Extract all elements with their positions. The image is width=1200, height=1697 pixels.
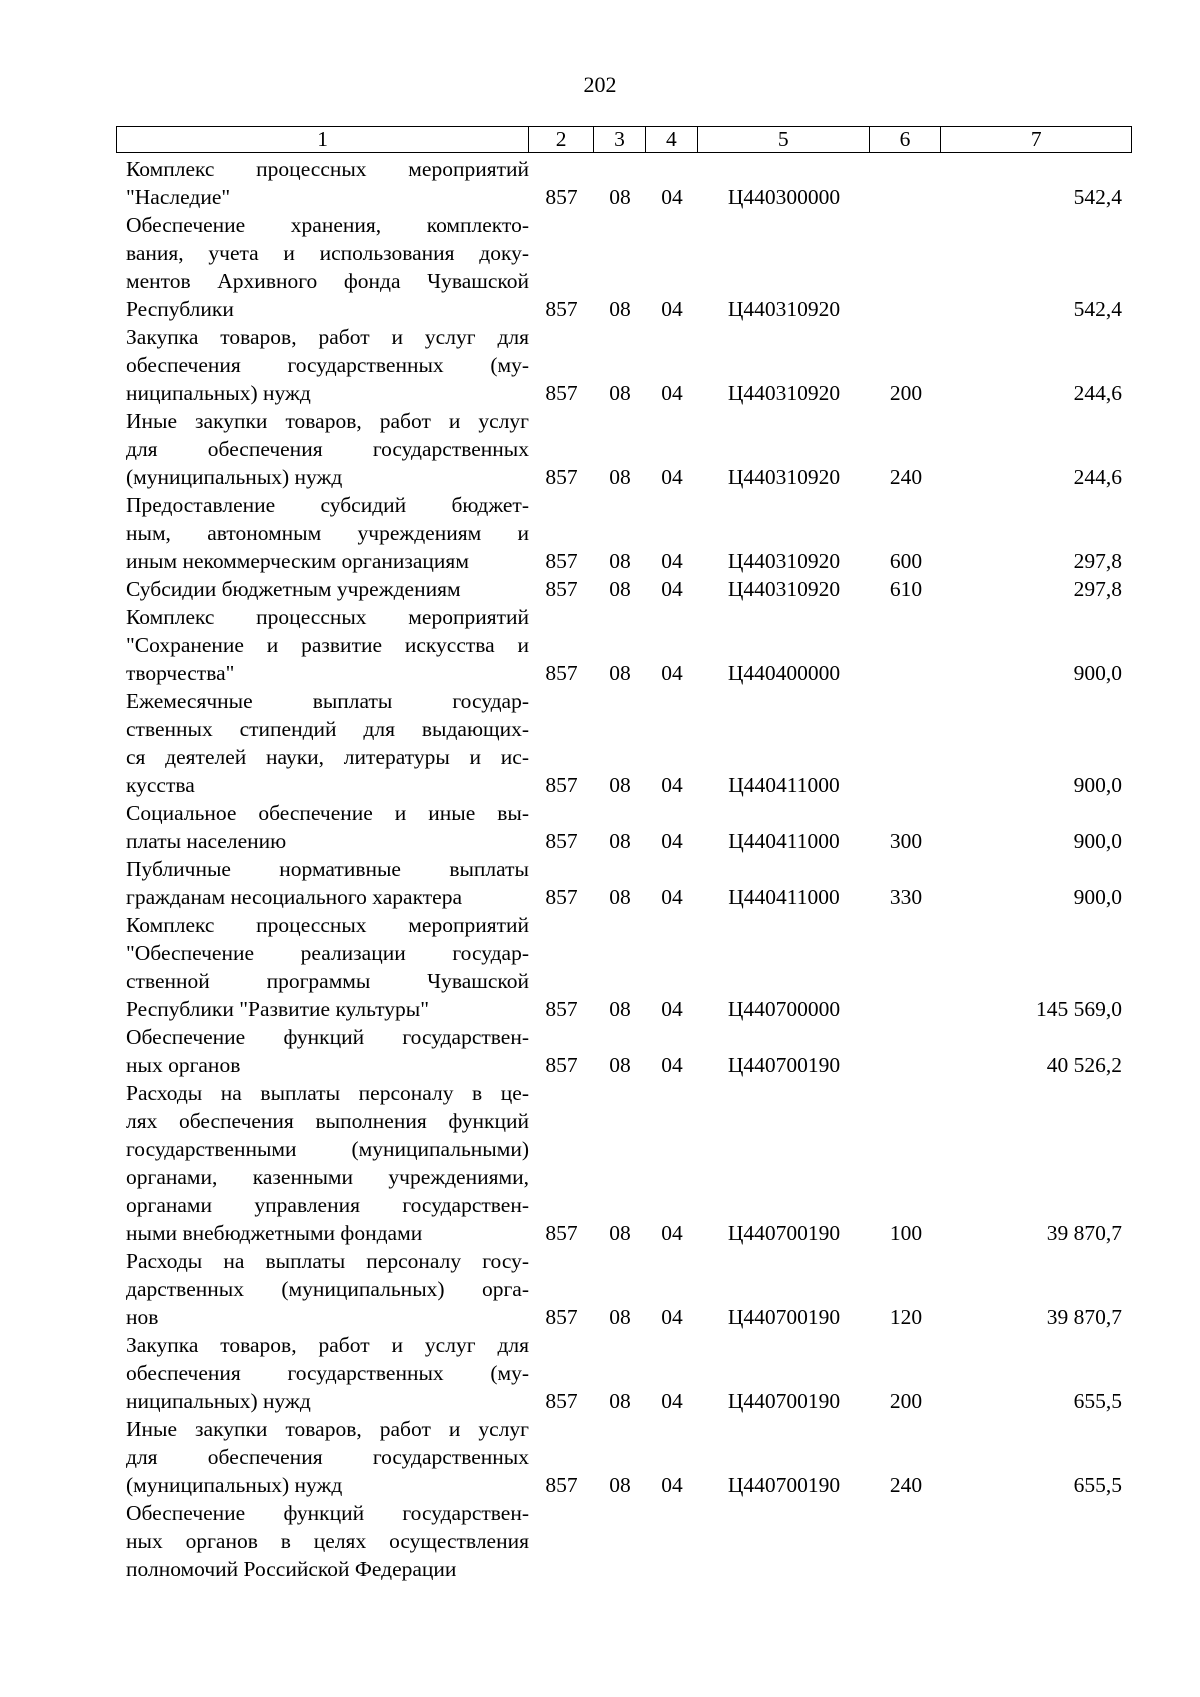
row-description bbox=[116, 911, 529, 1023]
row-c7: 297,8 bbox=[1073, 577, 1122, 601]
description-line: гражданам несоциального характера bbox=[126, 885, 462, 909]
row-c2: 857 bbox=[545, 661, 578, 685]
description-line: "Обеспечение реализации государ- bbox=[126, 941, 529, 965]
row-c3: 08 bbox=[609, 829, 631, 853]
description-line: для обеспечения государственных bbox=[126, 437, 529, 461]
row-description bbox=[116, 687, 529, 799]
description-line: лях обеспечения выполнения функций bbox=[126, 1109, 529, 1133]
description-line: "Сохранение и развитие искусства и bbox=[126, 633, 529, 657]
row-description bbox=[116, 155, 529, 211]
description-line: ных органов bbox=[126, 1053, 241, 1077]
row-description bbox=[116, 491, 529, 575]
row-c4: 04 bbox=[661, 997, 683, 1021]
row-c7: 39 870,7 bbox=[1046, 1221, 1122, 1245]
row-description bbox=[116, 407, 529, 491]
header-col-4: 4 bbox=[646, 127, 698, 152]
row-c6: 330 bbox=[889, 885, 923, 909]
description-line: для обеспечения государственных bbox=[126, 1445, 529, 1469]
row-c3: 08 bbox=[609, 1221, 631, 1245]
row-c5: Ц440300000 bbox=[727, 185, 841, 209]
row-description bbox=[116, 799, 529, 855]
row-c3: 08 bbox=[609, 1305, 631, 1329]
description-line: (муниципальных) нужд bbox=[126, 1473, 343, 1497]
row-c7: 900,0 bbox=[1073, 773, 1122, 797]
row-c5: Ц440310920 bbox=[727, 465, 841, 489]
description-line: Иные закупки товаров, работ и услуг bbox=[126, 1417, 529, 1441]
row-c5: Ц440700190 bbox=[727, 1053, 841, 1077]
row-c2: 857 bbox=[545, 577, 578, 601]
row-c4: 04 bbox=[661, 1305, 683, 1329]
row-c7: 900,0 bbox=[1073, 885, 1122, 909]
row-c4: 04 bbox=[661, 549, 683, 573]
table-row bbox=[116, 1331, 1132, 1415]
header-col-7: 7 bbox=[1030, 127, 1042, 151]
row-c5: Ц440310920 bbox=[727, 549, 841, 573]
row-c7: 244,6 bbox=[1073, 465, 1122, 489]
description-line: государственными (муниципальными) bbox=[126, 1137, 529, 1161]
table-row bbox=[116, 491, 1132, 575]
row-c3: 08 bbox=[609, 185, 631, 209]
row-c7: 244,6 bbox=[1073, 381, 1122, 405]
description-line: Обеспечение функций государствен- bbox=[126, 1501, 529, 1525]
row-c7: 900,0 bbox=[1073, 829, 1122, 853]
table-row bbox=[116, 687, 1132, 799]
row-c5: Ц440411000 bbox=[728, 773, 840, 797]
row-c7: 655,5 bbox=[1073, 1389, 1122, 1413]
description-line: Предоставление субсидий бюджет- bbox=[126, 493, 529, 517]
description-line: полномочий Российской Федерации bbox=[126, 1557, 457, 1581]
row-c2: 857 bbox=[545, 297, 578, 321]
description-line: (муниципальных) нужд bbox=[126, 465, 343, 489]
row-c6: 600 bbox=[889, 549, 923, 573]
row-c6: 200 bbox=[889, 1389, 923, 1413]
row-c4: 04 bbox=[661, 185, 683, 209]
row-c7: 39 870,7 bbox=[1046, 1305, 1122, 1329]
table-row bbox=[116, 1023, 1132, 1079]
row-c5: Ц440411000 bbox=[728, 885, 840, 909]
description-line: ственных стипендий для выдающих- bbox=[126, 717, 529, 741]
description-line: дарственных (муниципальных) орга- bbox=[126, 1277, 529, 1301]
row-c6: 100 bbox=[889, 1221, 923, 1245]
description-line: ся деятелей науки, литературы и ис- bbox=[126, 745, 529, 769]
header-col-3: 3 bbox=[594, 127, 646, 152]
row-c6: 240 bbox=[889, 1473, 923, 1497]
table-row bbox=[116, 1247, 1132, 1331]
row-c3: 08 bbox=[609, 1389, 631, 1413]
description-line: Социальное обеспечение и иные вы- bbox=[126, 801, 529, 825]
row-description bbox=[116, 323, 529, 407]
description-line: Закупка товаров, работ и услуг для bbox=[126, 325, 529, 349]
row-c4: 04 bbox=[661, 829, 683, 853]
table-row bbox=[116, 855, 1132, 911]
row-c5: Ц440700190 bbox=[727, 1389, 841, 1413]
description-line: ниципальных) нужд bbox=[126, 1389, 311, 1413]
description-line: Ежемесячные выплаты государ- bbox=[126, 689, 529, 713]
description-line: "Наследие" bbox=[126, 185, 231, 209]
row-c4: 04 bbox=[661, 773, 683, 797]
row-c2: 857 bbox=[545, 185, 578, 209]
row-c5: Ц440400000 bbox=[727, 661, 841, 685]
description-line: вания, учета и использования доку- bbox=[126, 241, 529, 265]
table-header bbox=[116, 126, 1132, 153]
row-c2: 857 bbox=[545, 773, 578, 797]
row-c7: 900,0 bbox=[1073, 661, 1122, 685]
row-c4: 04 bbox=[661, 1053, 683, 1077]
row-c7: 542,4 bbox=[1073, 185, 1122, 209]
row-c5: Ц440411000 bbox=[728, 829, 840, 853]
row-c2: 857 bbox=[545, 1305, 578, 1329]
table-row bbox=[116, 1415, 1132, 1499]
row-c4: 04 bbox=[661, 465, 683, 489]
row-description bbox=[116, 211, 529, 323]
description-line: Комплекс процессных мероприятий bbox=[126, 157, 529, 181]
description-line: обеспечения государственных (му- bbox=[126, 353, 529, 377]
table-row bbox=[116, 1499, 1132, 1583]
header-col-6: 6 bbox=[870, 127, 942, 152]
description-line: Закупка товаров, работ и услуг для bbox=[126, 1333, 529, 1357]
row-c4: 04 bbox=[661, 577, 683, 601]
description-line: Расходы на выплаты персоналу госу- bbox=[126, 1249, 529, 1273]
description-line: Комплекс процессных мероприятий bbox=[126, 605, 529, 629]
row-c4: 04 bbox=[661, 297, 683, 321]
row-description bbox=[116, 1247, 529, 1331]
description-line: Республики bbox=[126, 297, 234, 321]
description-line: органами, казенными учреждениями, bbox=[126, 1165, 529, 1189]
row-c5: Ц440310920 bbox=[727, 381, 841, 405]
row-c2: 857 bbox=[545, 549, 578, 573]
description-line: кусства bbox=[126, 773, 195, 797]
header-col-5: 5 bbox=[698, 127, 870, 152]
row-description bbox=[116, 603, 529, 687]
description-line: ментов Архивного фонда Чувашской bbox=[126, 269, 529, 293]
row-c7: 40 526,2 bbox=[1046, 1053, 1122, 1077]
description-line: нов bbox=[126, 1305, 159, 1329]
row-c2: 857 bbox=[545, 829, 578, 853]
description-line: Республики "Развитие культуры" bbox=[126, 997, 429, 1021]
table-row bbox=[116, 323, 1132, 407]
description-line: Публичные нормативные выплаты bbox=[126, 857, 529, 881]
description-line: Обеспечение функций государствен- bbox=[126, 1025, 529, 1049]
row-c3: 08 bbox=[609, 381, 631, 405]
table-row bbox=[116, 1079, 1132, 1247]
description-line: ным, автономным учреждениям и bbox=[126, 521, 529, 545]
table-row bbox=[116, 575, 1132, 603]
row-c5: Ц440310920 bbox=[727, 577, 841, 601]
table-row bbox=[116, 211, 1132, 323]
row-c2: 857 bbox=[545, 381, 578, 405]
row-c4: 04 bbox=[661, 1473, 683, 1497]
description-line: платы населению bbox=[126, 829, 287, 853]
table-row bbox=[116, 155, 1132, 211]
table-row bbox=[116, 407, 1132, 491]
row-description bbox=[116, 1023, 529, 1079]
description-line: обеспечения государственных (му- bbox=[126, 1361, 529, 1385]
row-c6: 200 bbox=[889, 381, 923, 405]
table-row bbox=[116, 911, 1132, 1023]
description-line: Расходы на выплаты персоналу в це- bbox=[126, 1081, 529, 1105]
row-c2: 857 bbox=[545, 1221, 578, 1245]
header-col-2: 2 bbox=[529, 127, 594, 152]
description-line: творчества" bbox=[126, 661, 235, 685]
table-body bbox=[116, 155, 1132, 1583]
row-c6: 300 bbox=[889, 829, 923, 853]
row-c3: 08 bbox=[609, 297, 631, 321]
row-c3: 08 bbox=[609, 465, 631, 489]
row-description bbox=[116, 1079, 529, 1247]
row-c5: Ц440700190 bbox=[727, 1305, 841, 1329]
row-c3: 08 bbox=[609, 577, 631, 601]
header-col-1: 1 bbox=[117, 127, 529, 152]
row-c7: 542,4 bbox=[1073, 297, 1122, 321]
row-c3: 08 bbox=[609, 1473, 631, 1497]
description-line: ственной программы Чувашской bbox=[126, 969, 529, 993]
row-c2: 857 bbox=[545, 1473, 578, 1497]
row-description bbox=[116, 1415, 529, 1499]
description-line: ных органов в целях осуществления bbox=[126, 1529, 529, 1553]
page-number: 202 bbox=[583, 72, 617, 97]
row-c4: 04 bbox=[661, 381, 683, 405]
row-c2: 857 bbox=[545, 997, 578, 1021]
row-description bbox=[116, 855, 529, 911]
row-c5: Ц440700190 bbox=[727, 1473, 841, 1497]
row-c5: Ц440700000 bbox=[727, 997, 841, 1021]
row-c4: 04 bbox=[661, 1389, 683, 1413]
row-description bbox=[116, 575, 529, 603]
row-c6: 120 bbox=[889, 1305, 923, 1329]
row-c3: 08 bbox=[609, 549, 631, 573]
row-description bbox=[116, 1499, 529, 1583]
row-c4: 04 bbox=[661, 885, 683, 909]
row-c2: 857 bbox=[545, 885, 578, 909]
row-c2: 857 bbox=[545, 1389, 578, 1413]
description-line: органами управления государствен- bbox=[126, 1193, 529, 1217]
row-c3: 08 bbox=[609, 661, 631, 685]
row-c5: Ц440700190 bbox=[727, 1221, 841, 1245]
row-c6: 240 bbox=[889, 465, 923, 489]
table-row bbox=[116, 603, 1132, 687]
row-c3: 08 bbox=[609, 997, 631, 1021]
description-line: ниципальных) нужд bbox=[126, 381, 311, 405]
row-c4: 04 bbox=[661, 1221, 683, 1245]
description-line: иным некоммерческим организациям bbox=[126, 549, 469, 573]
row-c3: 08 bbox=[609, 885, 631, 909]
row-c7: 655,5 bbox=[1073, 1473, 1122, 1497]
row-c6: 610 bbox=[889, 577, 923, 601]
row-c7: 145 569,0 bbox=[1036, 997, 1122, 1021]
row-c4: 04 bbox=[661, 661, 683, 685]
description-line: ными внебюджетными фондами bbox=[126, 1221, 423, 1245]
table-row bbox=[116, 799, 1132, 855]
row-c2: 857 bbox=[545, 1053, 578, 1077]
row-c2: 857 bbox=[545, 465, 578, 489]
description-line: Иные закупки товаров, работ и услуг bbox=[126, 409, 529, 433]
row-c3: 08 bbox=[609, 1053, 631, 1077]
row-description bbox=[116, 1331, 529, 1415]
description-line: Субсидии бюджетным учреждениям bbox=[126, 577, 461, 601]
row-c5: Ц440310920 bbox=[727, 297, 841, 321]
row-c7: 297,8 bbox=[1073, 549, 1122, 573]
row-c3: 08 bbox=[609, 773, 631, 797]
description-line: Обеспечение хранения, комплекто- bbox=[126, 213, 529, 237]
description-line: Комплекс процессных мероприятий bbox=[126, 913, 529, 937]
